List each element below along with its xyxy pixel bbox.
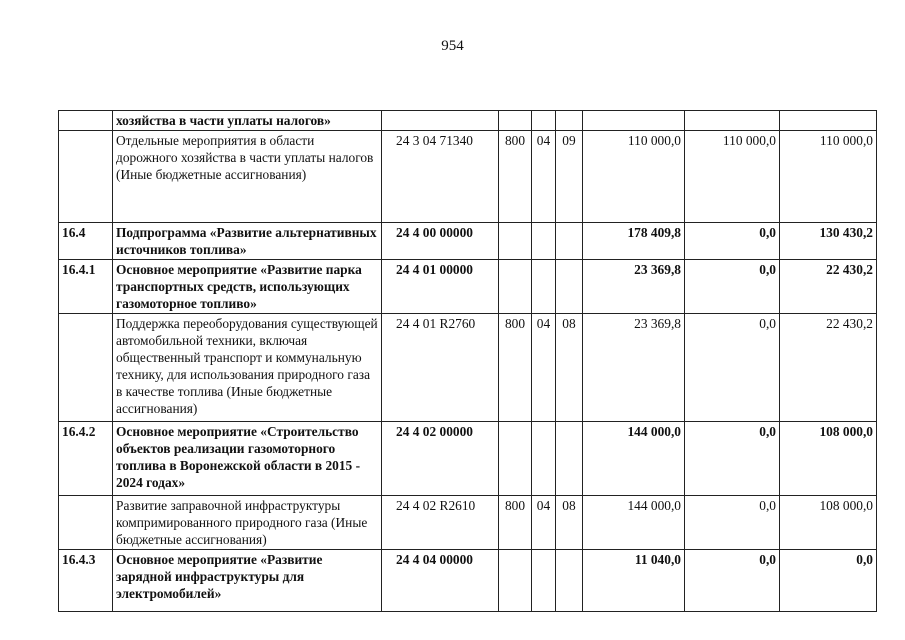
table-row xyxy=(59,550,877,612)
amount-year1-cell: 110 000,0 xyxy=(583,131,685,223)
row-name-cell: Основное мероприятие «Развитие зарядной инфраструктуры для электромобилей» xyxy=(113,550,382,612)
target-article-code-cell xyxy=(382,111,499,131)
amount-year3-cell xyxy=(780,111,877,131)
row-number-cell: 16.4.3 xyxy=(59,550,113,612)
section-cell xyxy=(532,111,556,131)
subsection-cell xyxy=(556,422,583,496)
table-row xyxy=(59,260,877,314)
subsection-cell xyxy=(556,260,583,314)
target-article-code-cell: 24 4 02 00000 xyxy=(382,422,499,496)
subsection-cell xyxy=(556,223,583,260)
row-number-cell xyxy=(59,314,113,422)
amount-year2-cell: 0,0 xyxy=(685,550,780,612)
expense-type-cell: 800 xyxy=(499,131,532,223)
target-article-code-cell: 24 3 04 71340 xyxy=(382,131,499,223)
amount-year1-cell: 23 369,8 xyxy=(583,260,685,314)
amount-year1-cell: 144 000,0 xyxy=(583,422,685,496)
table-row xyxy=(59,496,877,550)
amount-year2-cell: 0,0 xyxy=(685,223,780,260)
amount-year3-cell: 110 000,0 xyxy=(780,131,877,223)
amount-year2-cell: 0,0 xyxy=(685,314,780,422)
section-cell xyxy=(532,550,556,612)
subsection-cell xyxy=(556,111,583,131)
section-cell xyxy=(532,223,556,260)
subsection-cell: 08 xyxy=(556,496,583,550)
expense-type-cell xyxy=(499,111,532,131)
row-number-cell: 16.4.2 xyxy=(59,422,113,496)
table-row xyxy=(59,314,877,422)
budget-table xyxy=(58,110,877,612)
section-cell: 04 xyxy=(532,496,556,550)
row-name-cell: Подпрограмма «Развитие альтернативных источников топлива» xyxy=(113,223,382,260)
target-article-code-cell: 24 4 01 00000 xyxy=(382,260,499,314)
row-name-cell: Поддержка переоборудования существующей автомобильной техники, включая общественный транспорт и коммунальную технику, для использования природного газа в качестве топлива (Иные бюджетные ассигнования) xyxy=(113,314,382,422)
section-cell xyxy=(532,422,556,496)
amount-year3-cell: 108 000,0 xyxy=(780,496,877,550)
amount-year1-cell: 178 409,8 xyxy=(583,223,685,260)
row-name-cell: Основное мероприятие «Строительство объектов реализации газомоторного топлива в Воронежской области в 2015 - 2024 годах» xyxy=(113,422,382,496)
page-number: 954 xyxy=(441,38,464,54)
target-article-code-cell: 24 4 01 R2760 xyxy=(382,314,499,422)
row-number-cell xyxy=(59,111,113,131)
section-cell: 04 xyxy=(532,314,556,422)
section-cell xyxy=(532,260,556,314)
row-number-cell: 16.4 xyxy=(59,223,113,260)
row-number-cell xyxy=(59,131,113,223)
row-number-cell: 16.4.1 xyxy=(59,260,113,314)
table-row xyxy=(59,111,877,131)
amount-year3-cell: 130 430,2 xyxy=(780,223,877,260)
subsection-cell xyxy=(556,550,583,612)
table-row xyxy=(59,131,877,223)
target-article-code-cell: 24 4 00 00000 xyxy=(382,223,499,260)
row-number-cell xyxy=(59,496,113,550)
subsection-cell: 09 xyxy=(556,131,583,223)
amount-year3-cell: 108 000,0 xyxy=(780,422,877,496)
amount-year2-cell: 0,0 xyxy=(685,422,780,496)
section-cell: 04 xyxy=(532,131,556,223)
amount-year2-cell: 0,0 xyxy=(685,260,780,314)
amount-year3-cell: 22 430,2 xyxy=(780,260,877,314)
expense-type-cell xyxy=(499,260,532,314)
amount-year2-cell xyxy=(685,111,780,131)
table-row xyxy=(59,223,877,260)
expense-type-cell xyxy=(499,550,532,612)
subsection-cell: 08 xyxy=(556,314,583,422)
expense-type-cell xyxy=(499,422,532,496)
amount-year2-cell: 110 000,0 xyxy=(685,131,780,223)
row-name-cell: Основное мероприятие «Развитие парка транспортных средств, использующих газомоторное топливо» xyxy=(113,260,382,314)
table-row xyxy=(59,422,877,496)
row-name-cell: Развитие заправочной инфраструктуры компримированного природного газа (Иные бюджетные ассигнования) xyxy=(113,496,382,550)
amount-year2-cell: 0,0 xyxy=(685,496,780,550)
expense-type-cell xyxy=(499,223,532,260)
amount-year1-cell: 23 369,8 xyxy=(583,314,685,422)
row-name-cell: Отдельные мероприятия в области дорожного хозяйства в части уплаты налогов (Иные бюджетные ассигнования) xyxy=(113,131,382,223)
target-article-code-cell: 24 4 02 R2610 xyxy=(382,496,499,550)
row-name-cell: хозяйства в части уплаты налогов» xyxy=(113,111,382,131)
amount-year1-cell: 144 000,0 xyxy=(583,496,685,550)
target-article-code-cell: 24 4 04 00000 xyxy=(382,550,499,612)
expense-type-cell: 800 xyxy=(499,496,532,550)
amount-year1-cell: 11 040,0 xyxy=(583,550,685,612)
expense-type-cell: 800 xyxy=(499,314,532,422)
budget-table-body xyxy=(59,111,877,612)
amount-year3-cell: 0,0 xyxy=(780,550,877,612)
amount-year1-cell xyxy=(583,111,685,131)
amount-year3-cell: 22 430,2 xyxy=(780,314,877,422)
